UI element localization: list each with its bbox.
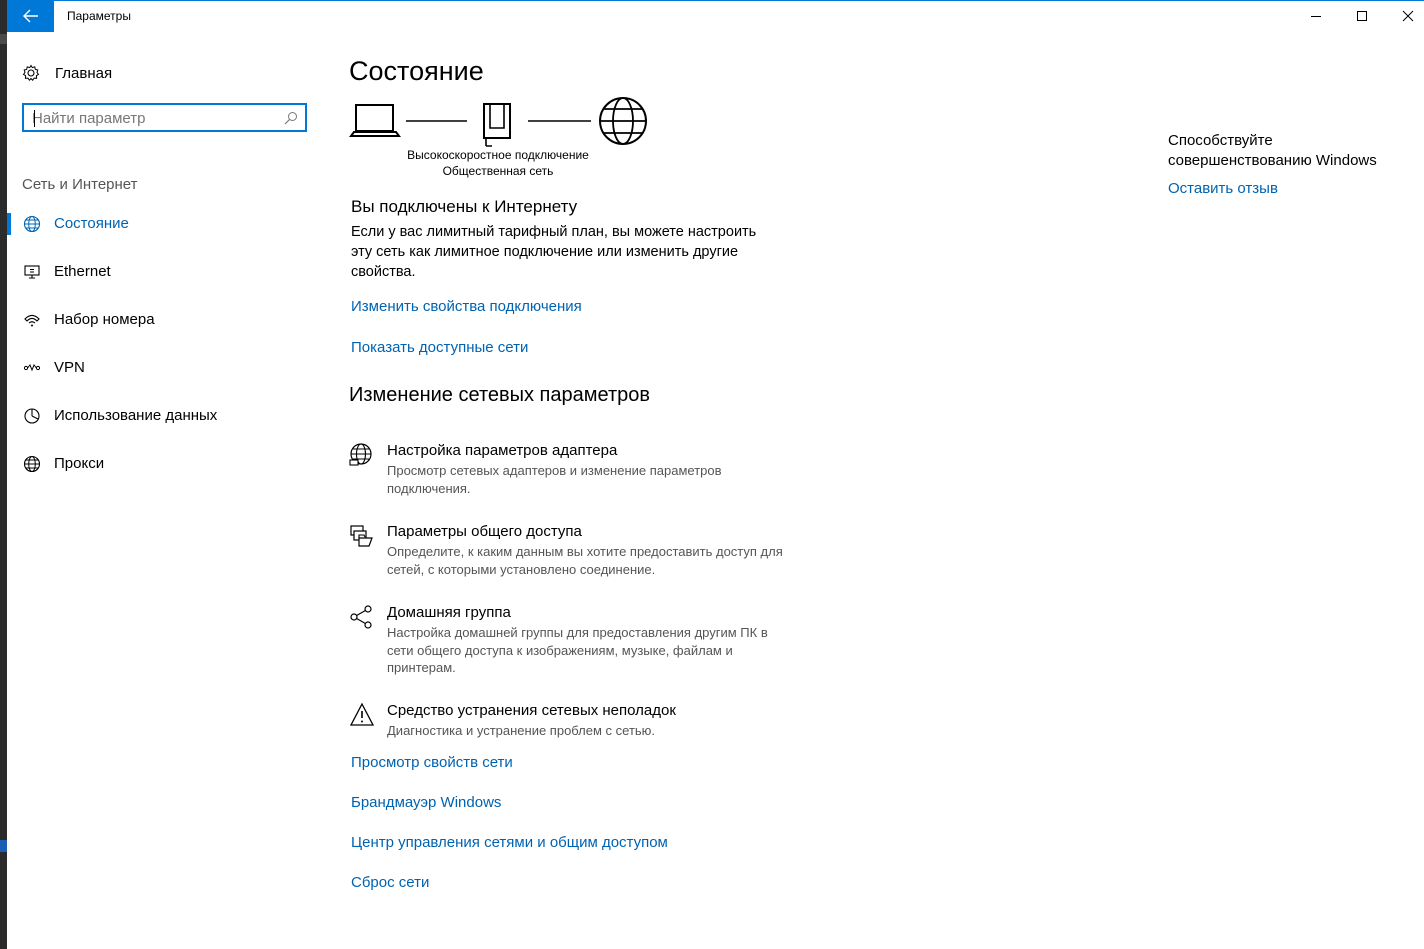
sidebar-item-vpn[interactable]	[7, 344, 307, 392]
change-settings-heading: Изменение сетевых параметров	[349, 384, 650, 406]
home-label: Главная	[55, 64, 113, 82]
maximize-button[interactable]	[1339, 0, 1385, 32]
back-arrow-icon	[23, 9, 39, 23]
minimize-button[interactable]	[1293, 0, 1339, 32]
show-available-networks-link[interactable]: Показать доступные сети	[351, 339, 529, 356]
option-description: Определите, к каким данным вы хотите предоставить доступ для сетей, с которыми установлено соединение.	[387, 544, 783, 577]
sidebar-item-label: Использование данных	[54, 407, 218, 424]
adapter-settings-option[interactable]	[349, 442, 789, 498]
maximize-icon	[1356, 10, 1368, 22]
globe-icon	[23, 215, 41, 233]
window-title: Параметры	[67, 9, 131, 23]
monitor-icon	[23, 263, 41, 281]
option-title: Настройка параметров адаптера	[387, 442, 618, 459]
homegroup-option[interactable]	[349, 604, 789, 678]
page-title: Состояние	[349, 56, 484, 86]
title-bar	[7, 0, 1424, 32]
sidebar-item-label: VPN	[54, 359, 85, 376]
pie-chart-icon	[23, 407, 41, 425]
option-title: Домашняя группа	[387, 604, 511, 621]
sidebar-item-data-usage[interactable]	[7, 392, 307, 440]
background-window-edge	[0, 0, 7, 949]
globe-icon	[23, 455, 41, 473]
warning-icon	[349, 702, 375, 728]
network-status-diagram	[349, 96, 649, 148]
network-reset-link[interactable]: Сброс сети	[351, 874, 430, 891]
adapter-icon	[349, 442, 375, 468]
troubleshooter-option[interactable]	[349, 702, 789, 742]
give-feedback-link[interactable]: Оставить отзыв	[1168, 180, 1278, 197]
sidebar-section-title: Сеть и Интернет	[22, 176, 138, 193]
sharing-options-option[interactable]	[349, 523, 789, 579]
status-description: Если у вас лимитный тарифный план, вы можете настроить эту сеть как лимитное подключение или изменить другие свойства.	[351, 224, 757, 280]
windows-firewall-link[interactable]: Брандмауэр Windows	[351, 794, 502, 811]
close-icon	[1402, 10, 1414, 22]
sidebar-item-label: Ethernet	[54, 263, 111, 280]
sidebar-item-ethernet[interactable]	[7, 248, 307, 296]
search-box[interactable]	[22, 103, 307, 132]
sharing-icon	[349, 523, 375, 549]
option-description: Настройка домашней группы для предоставления другим ПК в сети общего доступа к изображениям, музыке, файлам и принтерам.	[387, 625, 768, 675]
search-input[interactable]	[32, 109, 272, 127]
sidebar-item-label: Прокси	[54, 455, 105, 472]
laptop-icon	[351, 105, 399, 136]
view-network-properties-link[interactable]: Просмотр свойств сети	[351, 754, 513, 771]
network-type: Общественная сеть	[442, 164, 554, 178]
status-heading: Вы подключены к Интернету	[351, 197, 578, 216]
option-title: Средство устранения сетевых неполадок	[387, 702, 676, 719]
back-button[interactable]	[7, 0, 54, 32]
option-description: Просмотр сетевых адаптеров и изменение параметров подключения.	[387, 463, 722, 496]
connection-name: Высокоскоростное подключение	[407, 148, 589, 162]
close-button[interactable]	[1385, 0, 1424, 32]
internet-globe-icon	[600, 98, 646, 144]
homegroup-icon	[349, 604, 375, 630]
vpn-icon	[23, 359, 41, 377]
sidebar-item-proxy[interactable]	[7, 440, 307, 488]
sidebar-item-dialup[interactable]	[7, 296, 307, 344]
option-description: Диагностика и устранение проблем с сетью.	[387, 723, 656, 738]
option-title: Параметры общего доступа	[387, 523, 582, 540]
active-indicator	[7, 213, 11, 235]
text-caret	[34, 110, 35, 127]
network-sharing-center-link[interactable]: Центр управления сетями и общим доступом	[351, 834, 668, 851]
router-icon	[484, 104, 510, 146]
change-connection-properties-link[interactable]: Изменить свойства подключения	[351, 298, 582, 315]
improve-windows-text: Способствуйте совершенствованию Windows	[1168, 132, 1377, 169]
minimize-icon	[1310, 10, 1322, 22]
home-link[interactable]	[22, 62, 112, 84]
sidebar-item-label: Набор номера	[54, 311, 155, 328]
gear-icon	[22, 64, 40, 82]
sidebar-item-label: Состояние	[54, 215, 129, 232]
search-icon[interactable]	[284, 111, 298, 125]
sidebar-item-status[interactable]	[7, 200, 307, 248]
dialup-icon	[23, 311, 41, 329]
sidebar-nav	[7, 200, 307, 488]
